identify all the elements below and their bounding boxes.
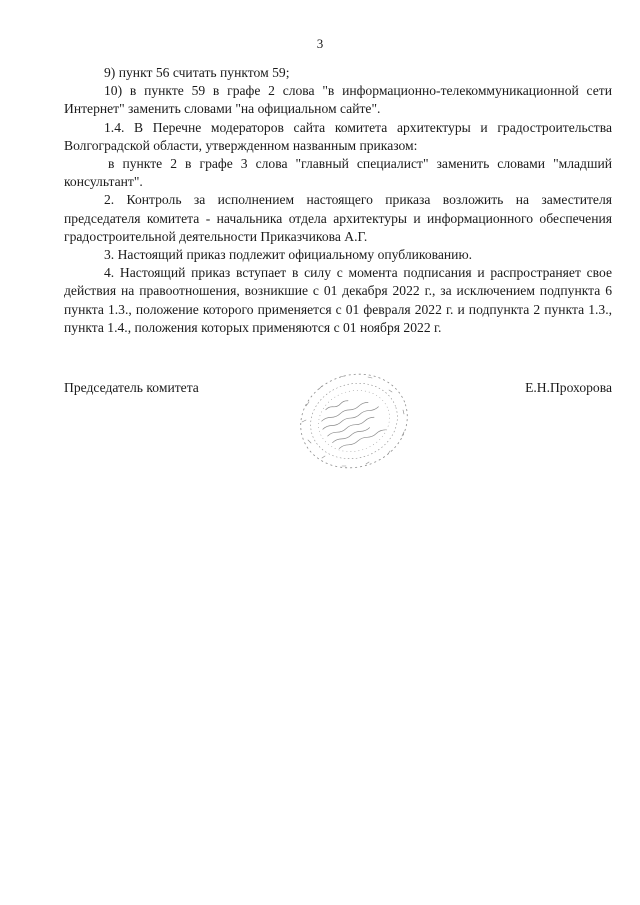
paragraph-2: 2. Контроль за исполнением настоящего приказа возложить на заместителя председателя комитета - начальника отдела архитектуры и информационного обеспечения градостроительной деятельности Приказчикова А.Г. (64, 192, 612, 244)
paragraph-4: 4. Настоящий приказ вступает в силу с момента подписания и распространяет свое действия на правоотношения, возникшие с 01 декабря 2022 г., за исключением подпункта 6 пункта 1.3., положение которого применяется с 01 февраля 2022 г. и подпункта 2 пункта 1.3., пункта 1.4., положения которых применяются с 01 ноября 2022 г. (64, 265, 612, 335)
paragraph-3: 3. Настоящий приказ подлежит официальному опубликованию. (104, 247, 472, 263)
signer-title: Председатель комитета (64, 380, 199, 395)
paragraph-1-4-detail: в пункте 2 в графе 3 слова "главный специалист" заменить словами "младший консультант". (64, 156, 612, 190)
signer-name: Е.Н.Прохорова (525, 380, 612, 395)
document-body (64, 64, 612, 337)
signature-block (64, 380, 612, 490)
paragraph-item-9: 9) пункт 56 считать пунктом 59; (104, 65, 290, 80)
stamp-icon (292, 366, 412, 476)
paragraph-item-10: 10) в пункте 59 в графе 2 слова "в информационно-телекоммуникационной сети Интернет" заменить словами "на официальном сайте". (64, 83, 612, 117)
paragraph-1-4: 1.4. В Перечне модераторов сайта комитета архитектуры и градостроительства Волгоградской области, утвержденном названным приказом: (64, 119, 612, 153)
page-number: 3 (316, 36, 324, 51)
